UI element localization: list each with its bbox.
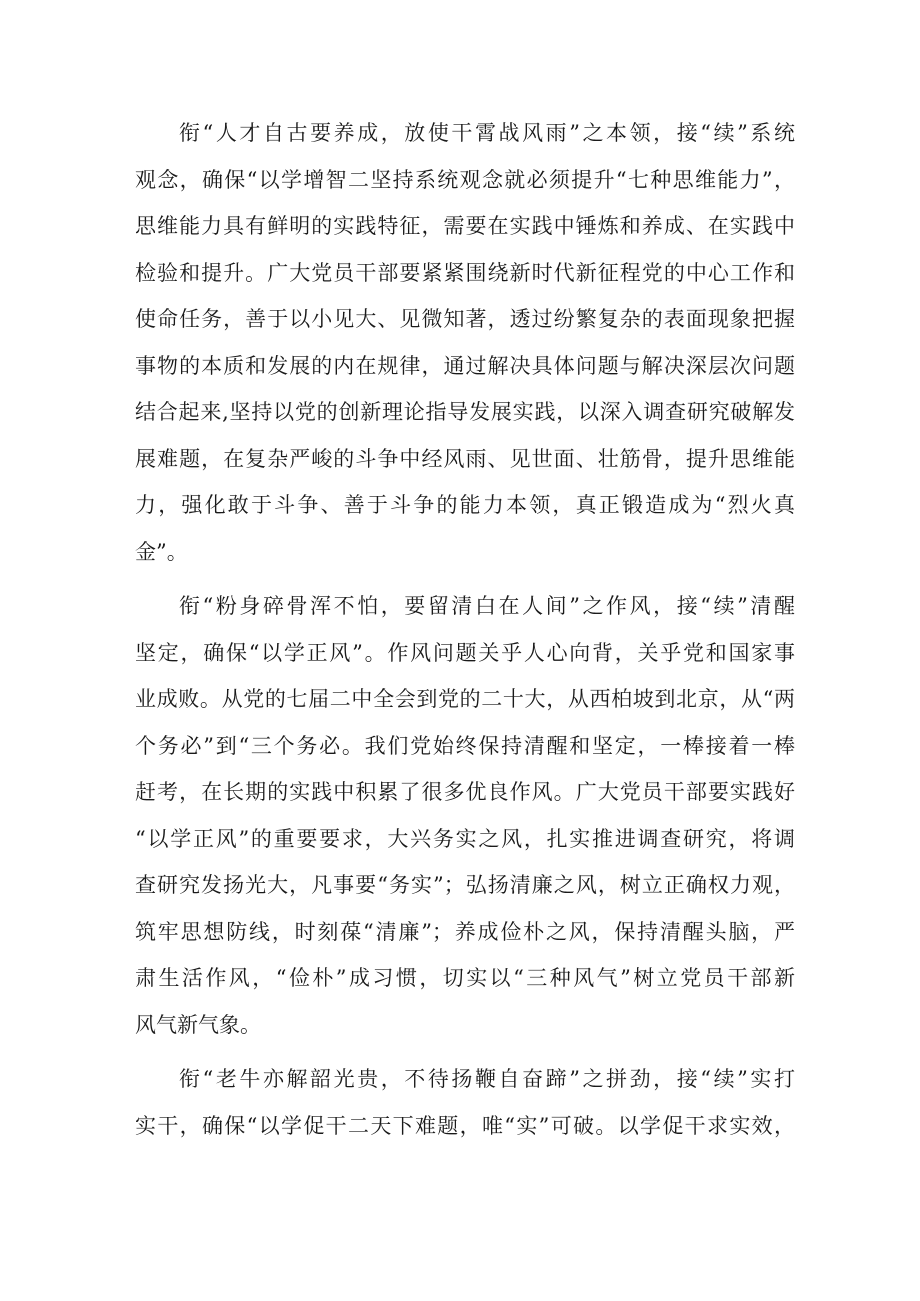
text-line: 衔“人才自古要养成，放使干霄战风雨”之本领，接“续”系统 — [179, 121, 795, 145]
text-line: 衔“老牛亦解韶光贵，不待扬鞭自奋蹄”之拼劲，接“续”实打 — [179, 1067, 795, 1091]
text-line: 风气新气象。 — [135, 1012, 261, 1037]
paragraph-style — [135, 583, 795, 1048]
text-line: 结合起来,坚持以党的创新理论指导发展实践，以深入调查研究破解发 — [135, 400, 795, 424]
text-line: 赶考，在长期的实践中积累了很多优良作风。广大党员干部要实践好 — [135, 780, 795, 804]
text-line: 筑牢思想防线，时刻葆“清廉”；养成俭朴之风，保持清醒头脑，严 — [135, 919, 795, 944]
text-line: 事物的本质和发展的内在规律，通过解决具体问题与解决深层次问题 — [135, 353, 795, 378]
text-line: 展难题，在复杂严峻的斗争中经风雨、见世面、壮筋骨，提升思维能 — [135, 446, 795, 471]
text-line: 金”。 — [135, 539, 188, 564]
text-line: 力，强化敢于斗争、善于斗争的能力本领，真正锻造成为“烈火真 — [135, 493, 795, 517]
text-line: 个务必”到“三个务必。我们党始终保持清醒和坚定，一棒接着一棒 — [135, 733, 795, 758]
text-line: 观念，确保“以学增智二坚持系统观念就必须提升“七种思维能力”， — [135, 167, 795, 192]
paragraph-effort — [135, 1056, 795, 1149]
paragraph-talent — [135, 110, 795, 575]
text-line: 衔“粉身碎骨浑不怕，要留清白在人间”之作风，接“续”清醒 — [179, 594, 795, 618]
text-line: “以学正风”的重要要求，大兴务实之风，扎实推进调查研究，将调 — [135, 826, 795, 851]
text-line: 使命任务，善于以小见大、见微知著，透过纷繁复杂的表面现象把握 — [135, 307, 795, 331]
text-line: 业成败。从党的七届二中全会到党的二十大，从西柏坡到北京，从“两 — [135, 687, 795, 711]
text-line: 检验和提升。广大党员干部要紧紧围绕新时代新征程党的中心工作和 — [135, 260, 795, 285]
text-line: 思维能力具有鲜明的实践特征，需要在实践中锤炼和养成、在实践中 — [135, 214, 795, 238]
text-line: 查研究发扬光大，凡事要“务实”；弘扬清廉之风，树立正确权力观， — [135, 873, 795, 897]
text-line: 坚定，确保“以学正风”。作风问题关乎人心向背，关乎党和国家事 — [135, 640, 795, 665]
text-line: 肃生活作风，“俭朴”成习惯，切实以“三种风气”树立党员干部新 — [135, 966, 795, 990]
text-line: 实干，确保“以学促干二天下难题，唯“实”可破。以学促干求实效， — [135, 1113, 795, 1138]
